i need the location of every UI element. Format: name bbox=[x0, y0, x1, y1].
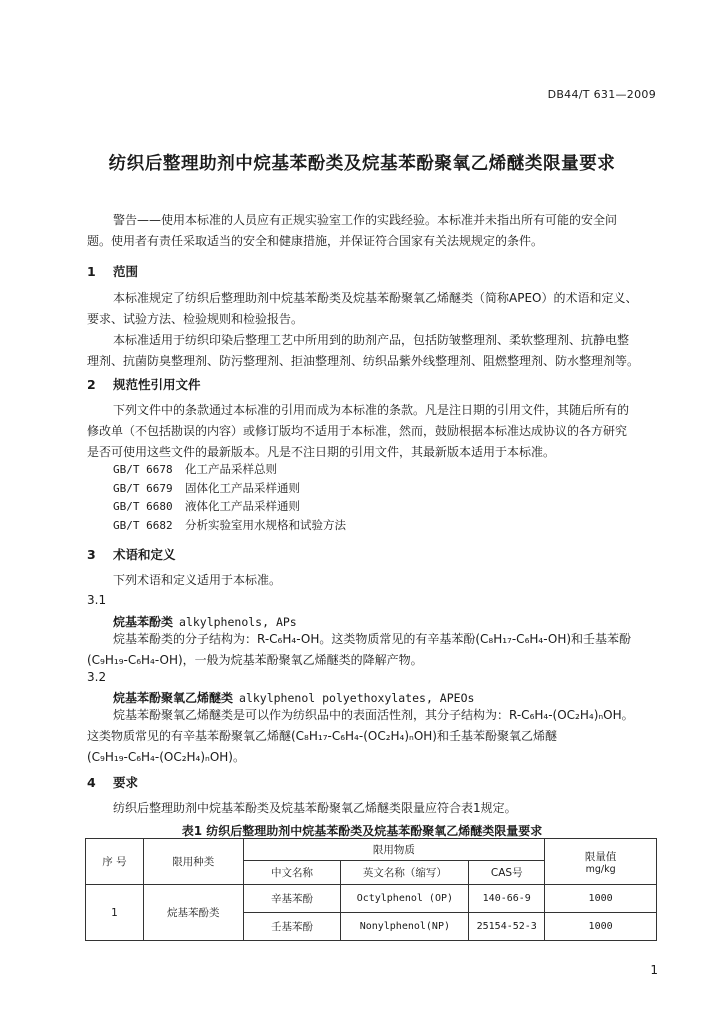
reference-item: GB/T 6678 化工产品采样总则 bbox=[113, 462, 277, 476]
term-3-2-name: 烷基苯酚聚氧乙烯醚类 alkylphenol polyethoxylates, APEOs bbox=[113, 691, 475, 705]
group-no: 1 bbox=[86, 885, 144, 941]
section-1-scope-paragraph: 本标准规定了纺织后整理助剂中烷基苯酚类及烷基苯酚聚氧乙烯醚类（简称APEO）的术语和定义、 要求、试验方法、检验规则和检验报告。 本标准适用于纺织印染后整理工艺中所用到的助剂产品，包括防皱整理剂、柔软整理剂、抗静电整 理剂、抗菌防臭整理剂、防污整理剂、拒油整理剂、纺织品紫外线整理剂、阻燃整理剂、防水整理剂等。 bbox=[87, 291, 640, 368]
section-4-heading: 4 要求 bbox=[87, 775, 139, 790]
header-kind: 限用种类 bbox=[143, 839, 243, 885]
section-3-intro: 下列术语和定义适用于本标准。 bbox=[113, 573, 282, 587]
cell-cn-name: 辛基苯酚 bbox=[243, 885, 341, 913]
cell-limit: 1000 bbox=[545, 913, 657, 941]
section-2-heading: 2 规范性引用文件 bbox=[87, 377, 201, 392]
standard-code: DB44/T 631—2009 bbox=[547, 88, 656, 101]
cell-cas: 25154-52-3 bbox=[469, 913, 545, 941]
warning-paragraph: 警告——使用本标准的人员应有正规实验室工作的实践经验。本标准并未指出所有可能的安全问 题。使用者有责任采取适当的安全和健康措施，并保证符合国家有关法规规定的条件。 bbox=[87, 213, 618, 248]
header-no: 序 号 bbox=[86, 839, 144, 885]
table-header-row bbox=[86, 839, 657, 861]
cell-limit: 1000 bbox=[545, 885, 657, 913]
cell-cn-name: 壬基苯酚 bbox=[243, 913, 341, 941]
reference-item: GB/T 6680 液体化工产品采样通则 bbox=[113, 499, 300, 513]
reference-item: GB/T 6682 分析实验室用水规格和试验方法 bbox=[113, 518, 346, 532]
header-en-name: 英文名称（缩写） bbox=[341, 861, 469, 885]
page-number: 1 bbox=[650, 963, 658, 977]
term-3-2-number: 3.2 bbox=[87, 670, 107, 684]
term-3-1-number: 3.1 bbox=[87, 593, 107, 607]
header-cn-name: 中文名称 bbox=[243, 861, 341, 885]
cell-en-name: Octylphenol (OP) bbox=[341, 885, 469, 913]
document-title: 纺织后整理助剂中烷基苯酚类及烷基苯酚聚氧乙烯醚类限量要求 bbox=[108, 154, 616, 174]
header-cas: CAS号 bbox=[469, 861, 545, 885]
cell-cas: 140-66-9 bbox=[469, 885, 545, 913]
table-row bbox=[86, 885, 657, 913]
reference-item: GB/T 6679 固体化工产品采样通则 bbox=[113, 481, 300, 495]
header-limit: 限量值 mg/kg bbox=[545, 839, 657, 885]
section-2-paragraph: 下列文件中的条款通过本标准的引用而成为本标准的条款。凡是注日期的引用文件，其随后所有的 修改单（不包括勘误的内容）或修订版均不适用于本标准，然而，鼓励根据本标准达成协议的各方研究 是否可使用这些文件的最新版本。凡是不注日期的引用文件，其最新版本适用于本标准。 bbox=[87, 403, 630, 459]
section-3-heading: 3 术语和定义 bbox=[87, 547, 176, 562]
header-substance: 限用物质 bbox=[243, 839, 545, 861]
term-3-1-definition: 烷基苯酚类的分子结构为：R-C₆H₄-OH。这类物质常见的有辛基苯酚(C₈H₁₇-C₆H₄-OH)和壬基苯酚 (C₉H₁₉-C₆H₄-OH)，一般为烷基苯酚聚氧乙烯醚类的降解产物。 bbox=[87, 632, 632, 667]
table-caption: 表1 纺织后整理助剂中烷基苯酚类及烷基苯酚聚氧乙烯醚类限量要求 bbox=[181, 824, 543, 838]
group-kind: 烷基苯酚类 bbox=[143, 885, 243, 941]
section-1-heading: 1 范围 bbox=[87, 264, 139, 279]
term-3-2-definition: 烷基苯酚聚氧乙烯醚类是可以作为纺织品中的表面活性剂，其分子结构为：R-C₆H₄-(OC₂H₄)ₙOH。 这类物质常见的有辛基苯酚聚氧乙烯醚(C₈H₁₇-C₆H₄-(OC₂H₄)ₙOH)和壬基苯酚聚氧乙烯醚 (C₉H₁₉-C₆H₄-(OC₂H₄)ₙOH)。 bbox=[87, 708, 634, 764]
limits-table bbox=[85, 838, 657, 941]
term-3-1-name: 烷基苯酚类 alkylphenols, APs bbox=[113, 615, 297, 629]
cell-en-name: Nonylphenol(NP) bbox=[341, 913, 469, 941]
section-4-paragraph: 纺织后整理助剂中烷基苯酚类及烷基苯酚聚氧乙烯醚类限量应符合表1规定。 bbox=[113, 801, 517, 815]
